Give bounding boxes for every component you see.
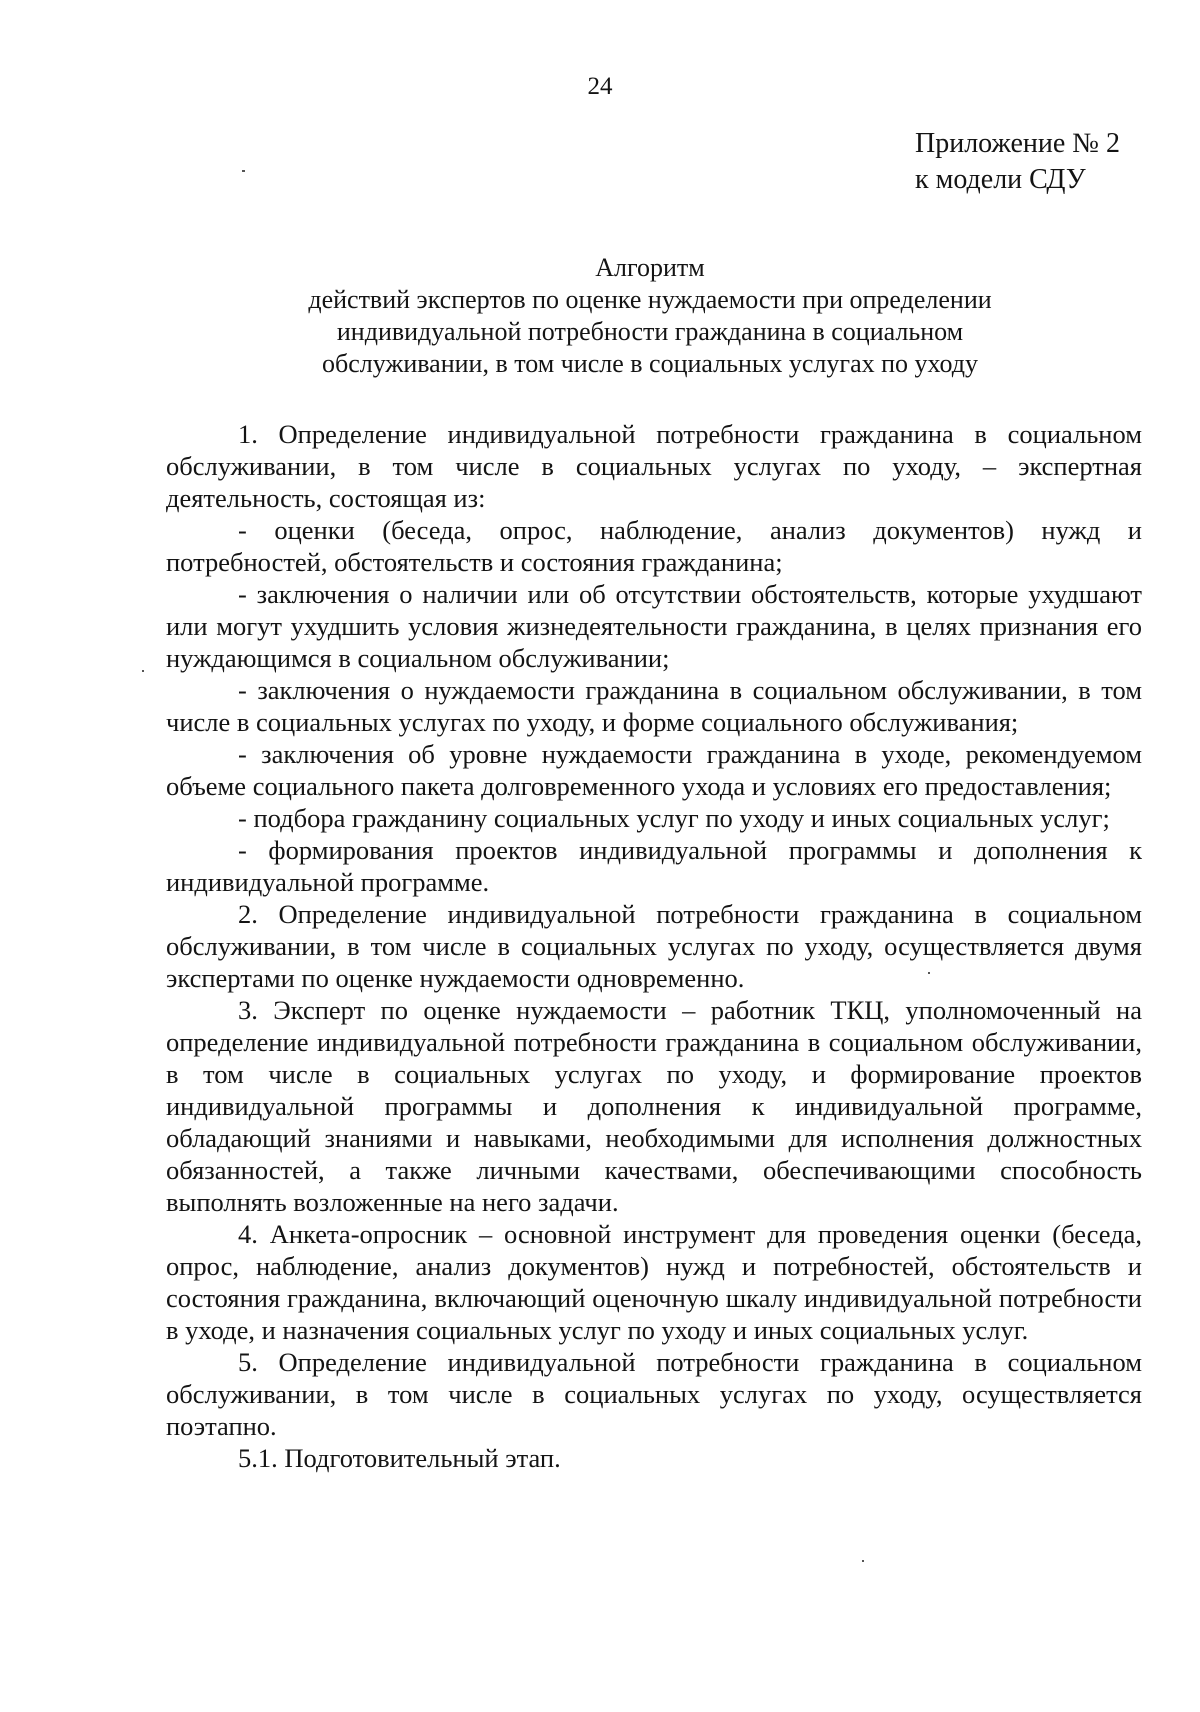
paragraph-1-item-program: - формирования проектов индивидуальной программы и дополнения к индивидуальной программе. (166, 835, 1142, 897)
heading-title: Алгоритм (595, 253, 705, 282)
heading-line-1: действий экспертов по оценке нуждаемости при определении (308, 285, 992, 314)
paragraph-1-item-assessment: - оценки (беседа, опрос, наблюдение, анализ документов) нужд и потребностей, обстоятельств и состояния гражданина; (166, 515, 1142, 577)
document-body (166, 418, 1142, 1474)
paragraph-1-item-circumstances: - заключения о наличии или об отсутствии обстоятельств, которые ухудшают или могут ухудшить условия жизнедеятельности гражданина, в целях признания его нуждающимся в социальном обслуживании; (166, 579, 1142, 673)
paragraph-2: 2. Определение индивидуальной потребности гражданина в социальном обслуживании, в том числе в социальных услугах по уходу, осуществляется двумя экспертами по оценке нуждаемости одновременно. (166, 899, 1142, 993)
scan-speck (142, 670, 144, 672)
annex-label: Приложение № 2 (915, 128, 1120, 159)
heading-line-2: индивидуальной потребности гражданина в социальном (336, 317, 964, 346)
paragraph-4: 4. Анкета-опросник – основной инструмент для проведения оценки (беседа, опрос, наблюдение, анализ документов) нужд и потребностей, обстоятельств и состояния гражданина, включающий оценочную шкалу индивидуальной потребности в уходе, и назначения социальных услуг по уходу и иных социальных услуг. (166, 1219, 1142, 1345)
paragraph-1-item-need: - заключения о нуждаемости гражданина в социальном обслуживании, в том числе в социальных услугах по уходу, и форме социального обслуживания; (166, 675, 1142, 737)
paragraph-5-1: 5.1. Подготовительный этап. (238, 1443, 561, 1473)
scan-speck (928, 972, 930, 974)
scan-speck (242, 170, 245, 172)
paragraph-1-item-care-level: - заключения об уровне нуждаемости гражданина в уходе, рекомендуемом объеме социального пакета долговременного ухода и условиях его предоставления; (166, 739, 1142, 801)
page-number: 24 (587, 73, 613, 100)
paragraph-3: 3. Эксперт по оценке нуждаемости – работник ТКЦ, уполномоченный на определение индивидуальной потребности гражданина в социальном обслуживании, в том числе в социальных услугах по уходу, и формирование проектов индивидуальной программы и дополнения к индивидуальной программе, обладающий знаниями и навыками, необходимыми для исполнения должностных обязанностей, а также личными качествами, обеспечивающими способность выполнять возложенные на него задачи. (166, 995, 1142, 1217)
paragraph-1-item-services: - подбора гражданину социальных услуг по уходу и иных социальных услуг; (238, 803, 1110, 833)
paragraph-1: 1. Определение индивидуальной потребности гражданина в социальном обслуживании, в том числе в социальных услугах по уходу, – экспертная деятельность, состоящая из: (166, 419, 1142, 513)
heading-line-3: обслуживании, в том числе в социальных услугах по уходу (321, 349, 979, 378)
document-heading (150, 252, 1150, 380)
annex-model: к модели СДУ (915, 164, 1086, 195)
annex-reference (915, 126, 1120, 198)
paragraph-5: 5. Определение индивидуальной потребности гражданина в социальном обслуживании, в том числе в социальных услугах по уходу, осуществляется поэтапно. (166, 1347, 1142, 1441)
scan-speck (862, 1560, 864, 1562)
